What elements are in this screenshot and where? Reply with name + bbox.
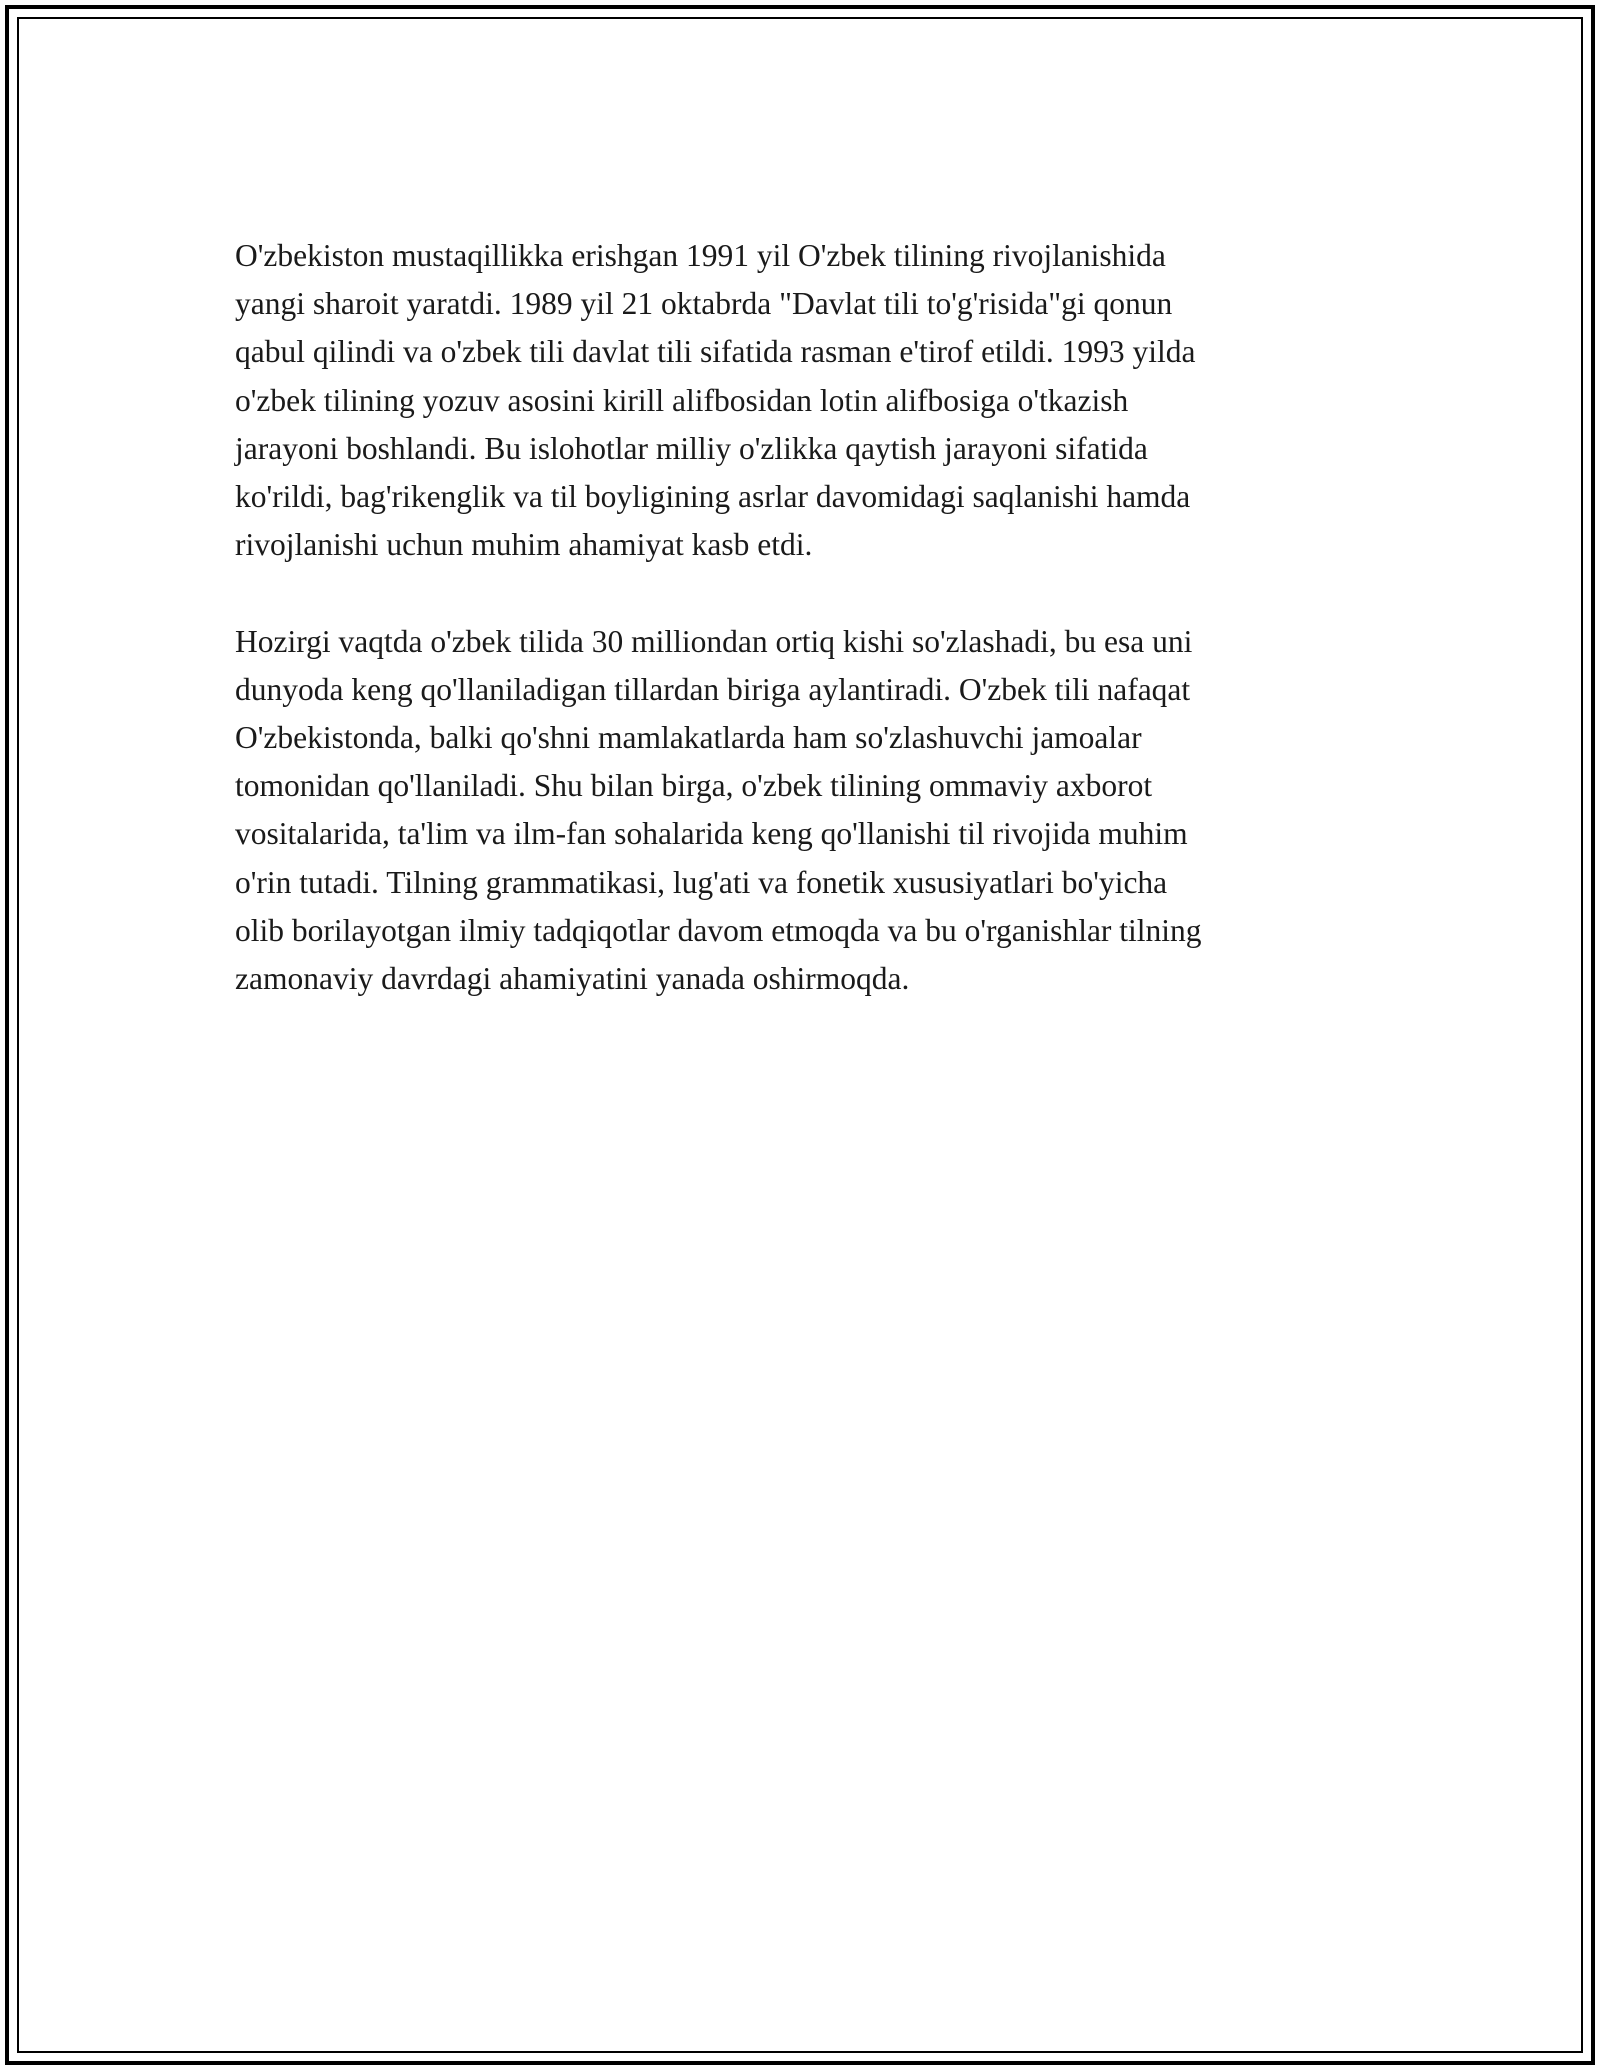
text-line: Hozirgi vaqtda o'zbek tilida 30 milliondan ortiq kishi so'zlashadi, bu esa uni — [235, 623, 1193, 659]
text-line: zamonaviy davrdagi ahamiyatini yanada oshirmoqda. — [235, 961, 910, 997]
paragraph-2 — [235, 618, 1375, 1004]
text-line: qabul qilindi va o'zbek tili davlat tili sifatida rasman e'tirof etildi. 1993 yilda — [235, 334, 1196, 370]
text-line: olib borilayotgan ilmiy tadqiqotlar davom etmoqda va bu o'rganishlar tilning — [235, 912, 1202, 948]
text-line: ko'rildi, bag'rikenglik va til boyligining asrlar davomidagi saqlanishi hamda — [235, 479, 1191, 515]
text-line: rivojlanishi uchun muhim ahamiyat kasb etdi. — [235, 527, 813, 563]
paragraph-1 — [235, 232, 1375, 569]
text-line: O'zbekiston mustaqillikka erishgan 1991 yil O'zbek tilining rivojlanishida — [235, 238, 1166, 273]
text-line: jarayoni boshlandi. Bu islohotlar milliy o'zlikka qaytish jarayoni sifatida — [235, 430, 1148, 466]
text-line: vositalarida, ta'lim va ilm-fan sohalarida keng qo'llanishi til rivojida muhim — [235, 816, 1188, 852]
text-line: dunyoda keng qo'llaniladigan tillardan biriga aylantiradi. O'zbek tili nafaqat — [235, 671, 1191, 707]
text-line: yangi sharoit yaratdi. 1989 yil 21 oktabrda "Davlat tili to'g'risida"gi qonun — [235, 286, 1173, 322]
text-line: o'zbek tilining yozuv asosini kirill alifbosidan lotin alifbosiga o'tkazish — [235, 382, 1129, 418]
text-line: tomonidan qo'llaniladi. Shu bilan birga, o'zbek tilining ommaviy axborot — [235, 768, 1153, 804]
text-line: O'zbekistonda, balki qo'shni mamlakatlarda ham so'zlashuvchi jamoalar — [235, 720, 1142, 756]
document-body — [235, 232, 1375, 1051]
text-line: o'rin tutadi. Tilning grammatikasi, lug'ati va fonetik xususiyatlari bo'yicha — [235, 864, 1168, 900]
